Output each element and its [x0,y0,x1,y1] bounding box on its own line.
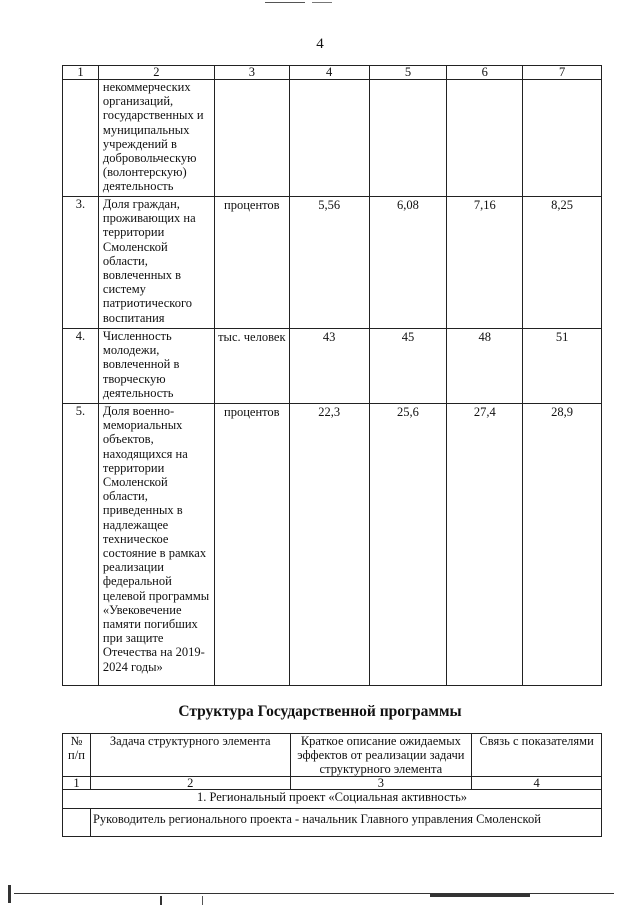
table-header-row [63,66,602,80]
project-title: 1. Региональный проект «Социальная активность» [63,790,602,809]
scan-artifact-top [265,2,305,3]
value-cell: 6,08 [369,197,447,329]
row-number: 3. [63,197,99,329]
value-cell: 25,6 [369,404,447,686]
indicator-name: Доля граждан, проживающих на территории Смоленской области, вовлеченных в систему патриотического воспитания [98,197,214,329]
indicators-table [62,65,602,686]
section-title: Структура Государственной программы [178,703,462,720]
column-header: 2 [98,66,214,80]
value-cell [523,80,602,197]
value-cell: 48 [447,329,523,404]
value-cell [289,80,369,197]
value-cell: 51 [523,329,602,404]
scan-artifact-bottom [8,885,11,903]
column-index: 2 [90,777,290,790]
scan-artifact-top [312,2,332,3]
unit-cell [214,80,289,197]
table-row [63,329,602,404]
column-header: 1 [63,66,99,80]
row-number [63,80,99,197]
column-header-link: Связь с показателями [472,734,602,777]
page-number: 4 [316,36,324,52]
value-cell: 7,16 [447,197,523,329]
row-number: 4. [63,329,99,404]
value-cell [447,80,523,197]
value-cell: 5,56 [289,197,369,329]
column-header: 7 [523,66,602,80]
table-row [63,197,602,329]
column-header: 3 [214,66,289,80]
value-cell: 45 [369,329,447,404]
value-cell: 27,4 [447,404,523,686]
column-index: 4 [472,777,602,790]
table-row [63,404,602,686]
value-cell: 8,25 [523,197,602,329]
unit-cell: процентов [214,197,289,329]
scan-artifact-bottom [160,896,203,905]
unit-cell: процентов [214,404,289,686]
column-index-row [63,777,602,790]
table-header-row [63,734,602,777]
leader-row-number [63,809,91,837]
indicator-name: Численность молодежи, вовлеченной в творческую деятельность [98,329,214,404]
column-header-number: № п/п [63,734,91,777]
column-index: 3 [290,777,472,790]
column-header-effects: Краткое описание ожидаемых эффектов от реализации задачи структурного элемента [290,734,472,777]
indicator-name: некоммерческих организаций, государственных и муниципальных учреждений в добровольческую (волонтерскую) деятельность [98,80,214,197]
leader-row [63,809,602,837]
project-leader: Руководитель регионального проекта - начальник Главного управления Смоленской [90,809,601,837]
table-row [63,80,602,197]
column-header-task: Задача структурного элемента [90,734,290,777]
value-cell: 22,3 [289,404,369,686]
project-row [63,790,602,809]
column-header: 6 [447,66,523,80]
column-header: 4 [289,66,369,80]
column-index: 1 [63,777,91,790]
value-cell: 43 [289,329,369,404]
unit-cell: тыс. человек [214,329,289,404]
scan-artifact-bottom [430,893,530,897]
value-cell [369,80,447,197]
indicator-name: Доля военно-мемориальных объектов, находящихся на территории Смоленской области, приведенных в надлежащее техническое состояние в рамках реализации федеральной целевой программы «Увековечение памяти погибших при защите Отечества на 2019-2024 годы» [98,404,214,686]
column-header: 5 [369,66,447,80]
row-number: 5. [63,404,99,686]
value-cell: 28,9 [523,404,602,686]
program-structure-table [62,733,602,837]
